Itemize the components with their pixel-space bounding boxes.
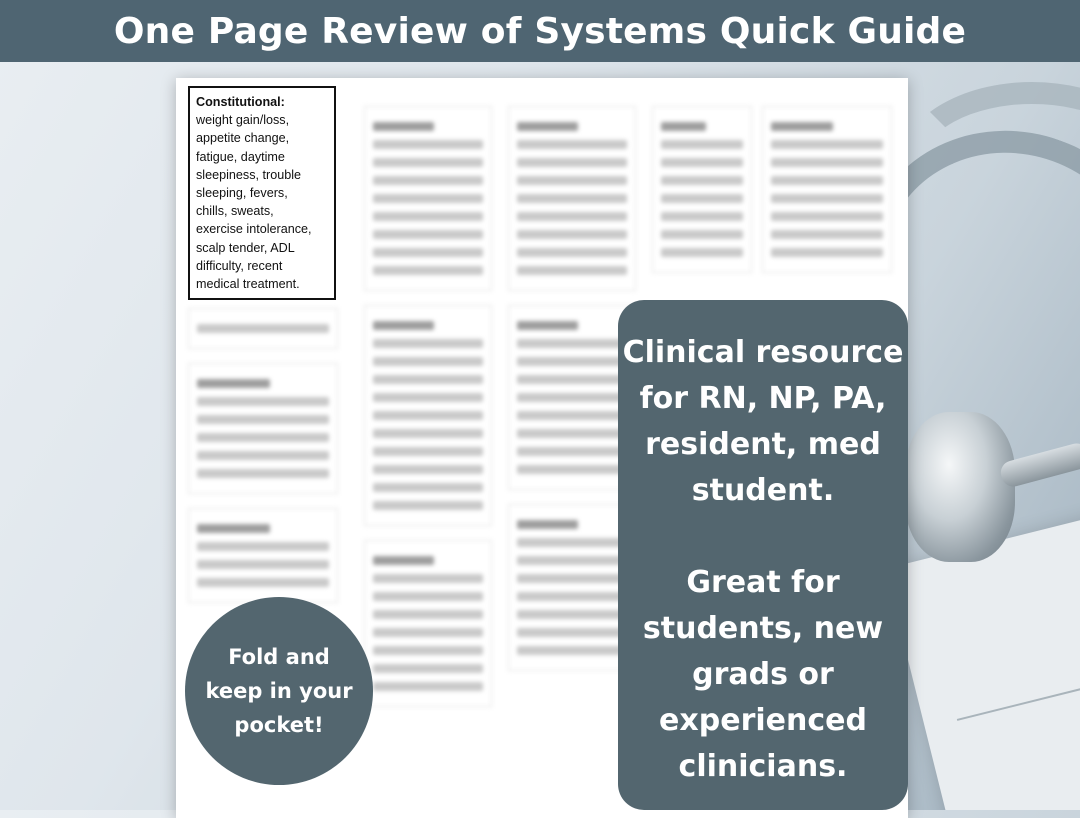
constitutional-line: medical treatment. (196, 277, 300, 292)
constitutional-line: sleepiness, trouble (196, 167, 302, 182)
callout-line: grads or (692, 657, 834, 692)
callout-line: student. (691, 473, 835, 508)
callout-line: Clinical resource (622, 335, 904, 370)
callout-line: experienced (659, 703, 867, 738)
stethoscope-chestpiece-image (905, 412, 1015, 562)
audience-callout-panel (618, 300, 908, 810)
constitutional-line: fatigue, daytime (196, 149, 285, 164)
constitutional-section (188, 86, 336, 300)
fold-pocket-badge (185, 597, 373, 785)
page-title-banner (0, 0, 1080, 62)
constitutional-line: exercise intolerance, (196, 222, 312, 237)
constitutional-line: scalp tender, ADL (196, 240, 295, 255)
badge-line: pocket! (234, 713, 324, 737)
callout-line: resident, med (645, 427, 881, 462)
blurred-column (364, 106, 492, 721)
callout-line: students, new (642, 611, 884, 646)
constitutional-title: Constitutional: (196, 95, 285, 109)
badge-line: keep in your (205, 679, 353, 703)
blurred-column (508, 106, 636, 685)
blurred-column (652, 106, 752, 287)
callout-line: clinicians. (678, 749, 848, 784)
constitutional-line: appetite change, (196, 131, 290, 146)
page-title: One Page Review of Systems Quick Guide (113, 10, 967, 52)
constitutional-line: sleeping, fevers, (196, 186, 288, 201)
constitutional-line: difficulty, recent (196, 258, 283, 273)
callout-line: for RN, NP, PA, (639, 381, 887, 416)
callout-line: Great for (686, 565, 840, 600)
badge-line: Fold and (228, 645, 330, 669)
constitutional-line: chills, sweats, (196, 204, 274, 219)
blurred-column (762, 106, 892, 287)
blurred-column (188, 308, 338, 617)
constitutional-line: weight gain/loss, (196, 113, 290, 128)
